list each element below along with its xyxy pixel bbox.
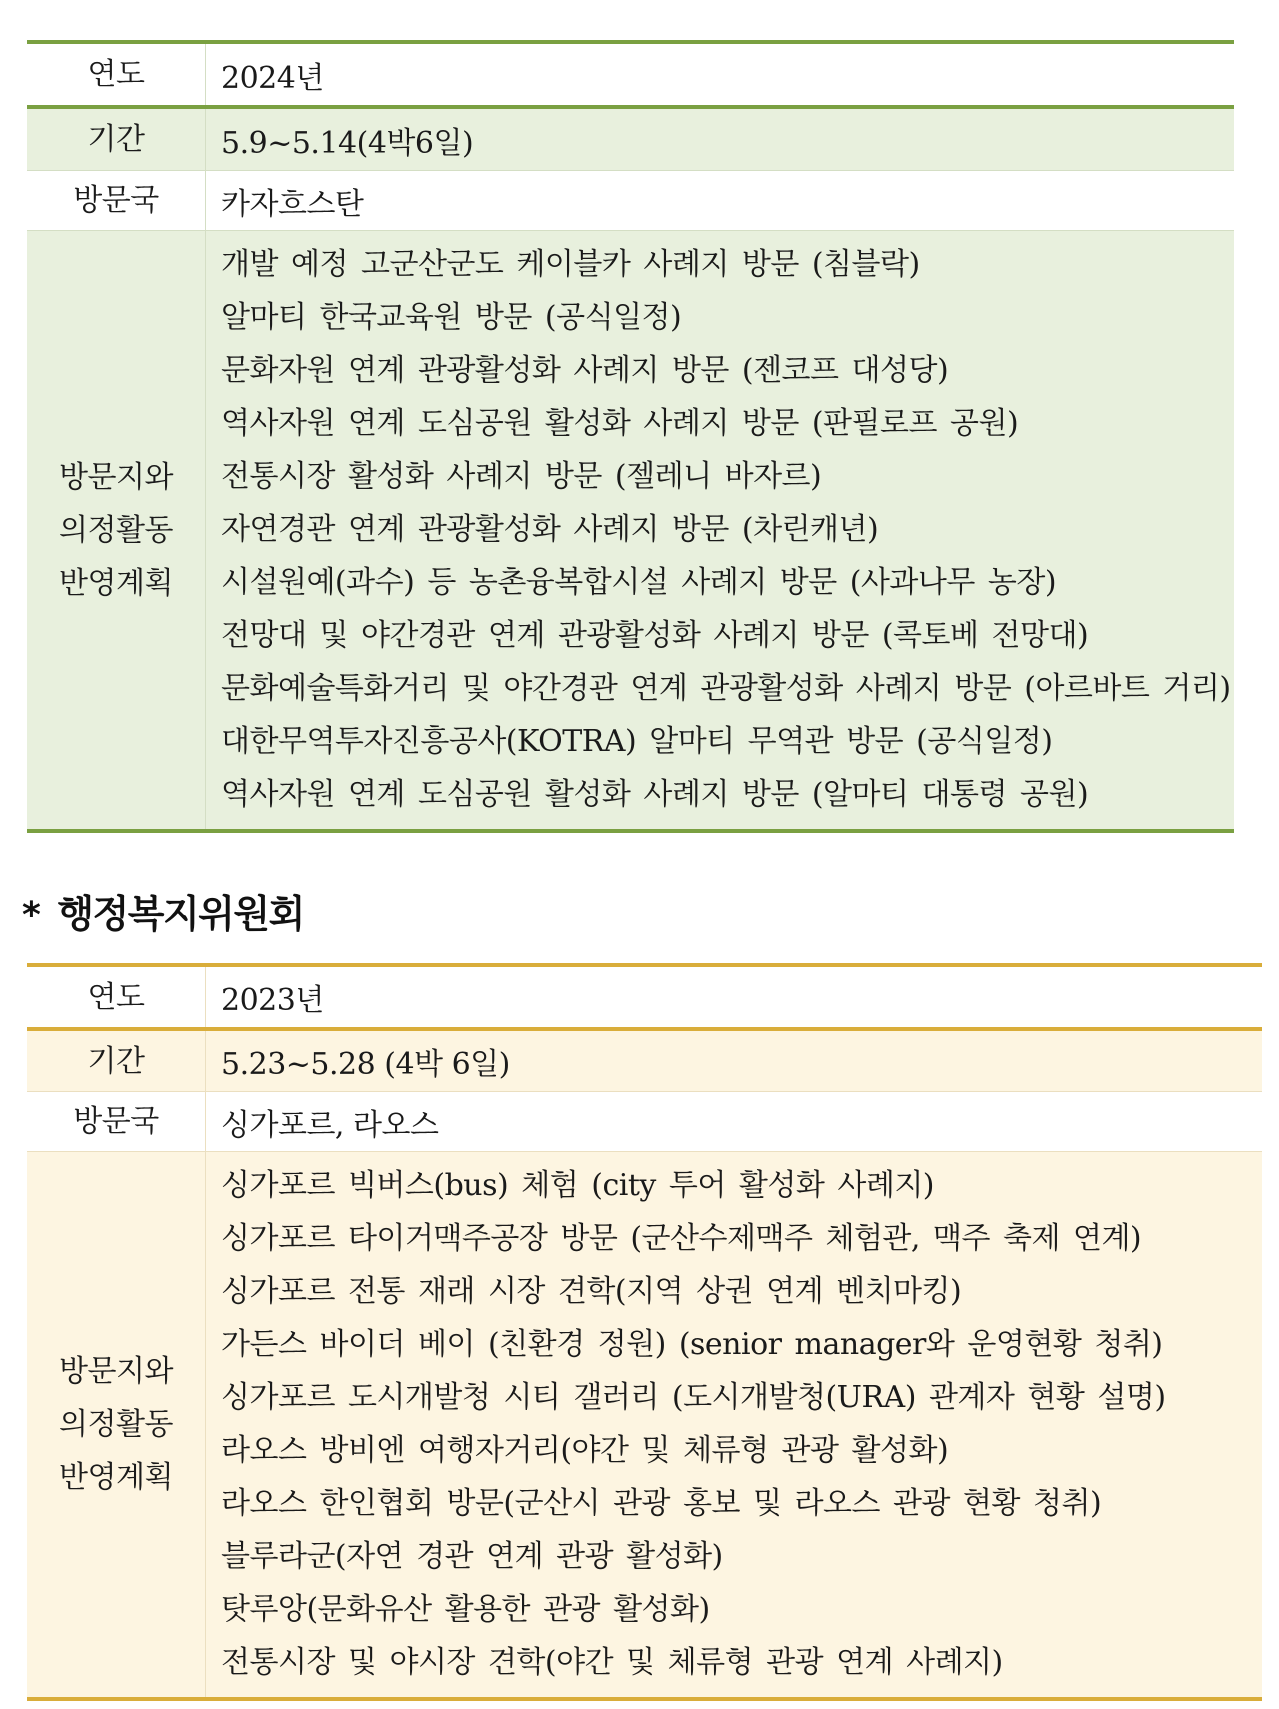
plan-item: 알마티 한국교육원 방문 (공식일정) — [221, 300, 682, 335]
country-row — [27, 171, 1234, 231]
plan-item: 전통시장 및 야시장 견학(야간 및 체류형 관광 연계 사례지) — [221, 1645, 1003, 1680]
plan-row — [27, 1152, 1262, 1700]
period-label: 기간 — [27, 107, 206, 171]
country-value: 카자흐스탄 — [206, 171, 1235, 231]
period-row — [27, 107, 1234, 171]
plan-item: 싱가포르 타이거맥주공장 방문 (군산수제맥주 체험관, 맥주 축제 연계) — [221, 1221, 1142, 1256]
plan-label-line: 방문지와 — [59, 459, 173, 495]
plan-item: 탓루앙(문화유산 활용한 관광 활성화) — [221, 1592, 710, 1627]
plan-label-line: 의정활동 — [59, 1407, 173, 1442]
year-row — [27, 965, 1262, 1029]
period-label: 기간 — [27, 1029, 206, 1092]
plan-item: 시설원예(과수) 등 농촌융복합시설 사례지 방문 (사과나무 농장) — [221, 565, 1057, 600]
plan-item: 역사자원 연계 도심공원 활성화 사례지 방문 (판필로프 공원) — [221, 406, 1019, 441]
country-value: 싱가포르, 라오스 — [206, 1092, 1263, 1152]
plan-item: 문화자원 연계 관광활성화 사례지 방문 (젠코프 대성당) — [221, 353, 949, 388]
plan-label-line: 반영계획 — [59, 1460, 173, 1495]
plan-item: 싱가포르 빅버스(bus) 체험 (city 투어 활성화 사례지) — [221, 1168, 935, 1203]
overseas-trip-table-2023 — [27, 963, 1262, 1701]
country-label: 방문국 — [27, 171, 206, 231]
plan-item: 가든스 바이더 베이 (친환경 정원) (senior manager와 운영현황 청취) — [221, 1327, 1163, 1362]
overseas-trip-table-2024 — [27, 40, 1234, 833]
plan-label-line: 의정활동 — [59, 512, 173, 548]
plan-item: 라오스 한인협회 방문(군산시 관광 홍보 및 라오스 관광 현황 청취) — [221, 1486, 1102, 1521]
year-value: 2024년 — [206, 42, 1235, 107]
plan-item: 라오스 방비엔 여행자거리(야간 및 체류형 관광 활성화) — [221, 1433, 949, 1468]
plan-item: 자연경관 연계 관광활성화 사례지 방문 (차린캐년) — [221, 512, 879, 547]
country-row — [27, 1092, 1262, 1152]
plan-item: 싱가포르 도시개발청 시티 갤러리 (도시개발청(URA) 관계자 현황 설명) — [221, 1380, 1166, 1415]
plan-items — [206, 1152, 1263, 1700]
plan-label-line: 방문지와 — [59, 1354, 173, 1389]
heading-title: 행정복지위원회 — [57, 892, 304, 936]
plan-label — [27, 1152, 206, 1700]
country-label: 방문국 — [27, 1092, 206, 1152]
plan-item: 개발 예정 고군산군도 케이블카 사례지 방문 (침블락) — [221, 247, 920, 282]
plan-label-line: 반영계획 — [59, 565, 173, 601]
year-label: 연도 — [27, 965, 206, 1029]
period-value: 5.9~5.14(4박6일) — [206, 107, 1235, 171]
period-row — [27, 1029, 1262, 1092]
plan-list — [221, 1152, 1262, 1697]
plan-row — [27, 231, 1234, 832]
period-value: 5.23~5.28 (4박 6일) — [206, 1029, 1263, 1092]
plan-item: 문화예술특화거리 및 야간경관 연계 관광활성화 사례지 방문 (아르바트 거리) — [221, 671, 1231, 706]
year-row — [27, 42, 1234, 107]
heading-bullet: * — [22, 895, 40, 936]
section-heading — [22, 886, 304, 942]
plan-item: 전망대 및 야간경관 연계 관광활성화 사례지 방문 (콕토베 전망대) — [221, 618, 1089, 653]
plan-item: 싱가포르 전통 재래 시장 견학(지역 상권 연계 벤치마킹) — [221, 1274, 962, 1309]
plan-items — [206, 231, 1235, 832]
plan-item: 전통시장 활성화 사례지 방문 (젤레니 바자르) — [221, 459, 822, 494]
year-label: 연도 — [27, 42, 206, 107]
year-value: 2023년 — [206, 965, 1263, 1029]
plan-item: 역사자원 연계 도심공원 활성화 사례지 방문 (알마티 대통령 공원) — [221, 777, 1089, 812]
plan-item: 블루라군(자연 경관 연계 관광 활성화) — [221, 1539, 723, 1574]
plan-label — [27, 231, 206, 832]
plan-item: 대한무역투자진흥공사(KOTRA) 알마티 무역관 방문 (공식일정) — [221, 724, 1053, 759]
plan-list — [221, 231, 1234, 829]
